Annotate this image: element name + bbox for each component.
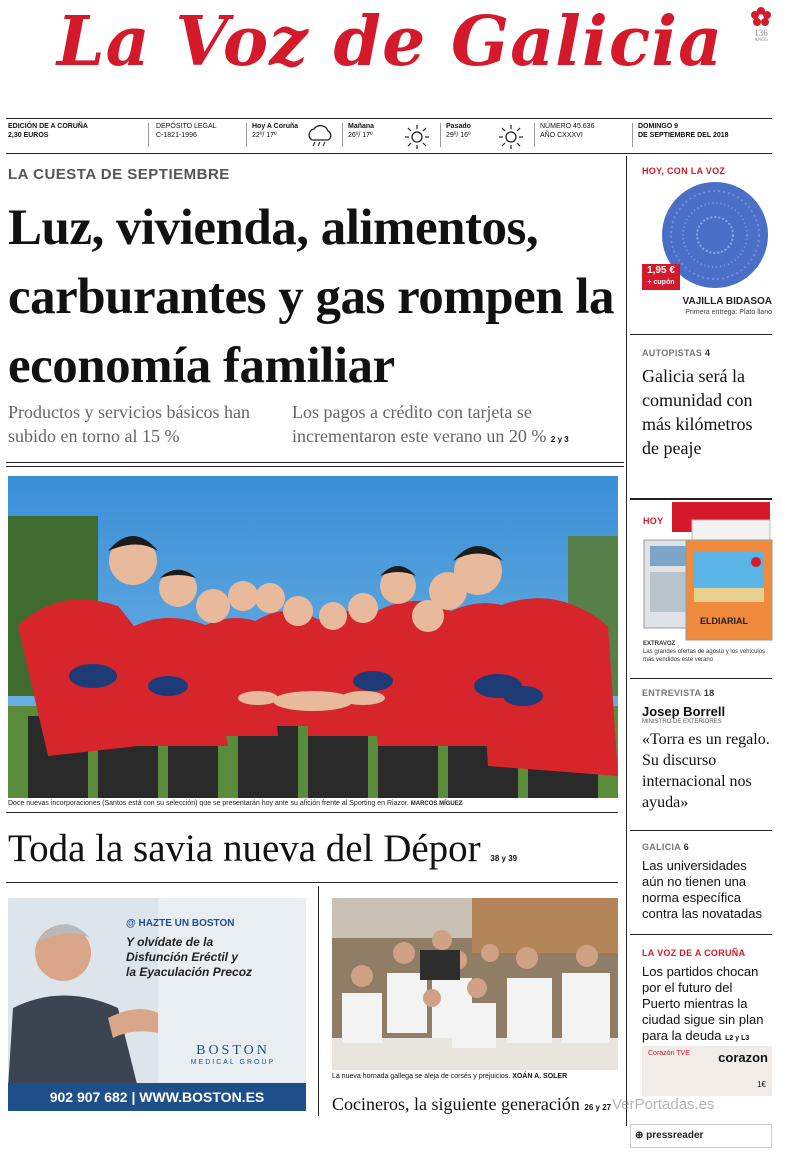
divider [630, 678, 772, 679]
ad-copy [126, 918, 302, 980]
chefs-caption-text: La nueva hornada gallega se aleja de corsés y prejuicios. [332, 1073, 511, 1080]
story-text: Galicia será la comunidad con más kilómetros de peaje [642, 366, 753, 458]
photo-caption-text: Doce nuevas incorporaciones (Santos está con su selección) que se presentarán hoy ante su afición frente al Sporting en Riazor. [8, 800, 409, 807]
divider [630, 498, 772, 500]
story-kicker: LA VOZ DE A CORUÑA [642, 948, 746, 958]
weather-tomorrow-label: Mañana [348, 123, 375, 130]
edition-label: EDICIÓN DE A CORUÑA [8, 123, 88, 130]
sun-icon [498, 124, 524, 150]
ad-brand-block [168, 1043, 298, 1066]
anniversary-number: 136 [754, 28, 768, 38]
lead-kicker: LA CUESTA DE SEPTIEMBRE [8, 166, 230, 183]
promo-price-badge [642, 264, 680, 290]
lead-deck-right [292, 400, 622, 452]
corazon-price: 1€ [757, 1080, 766, 1089]
sidebar-story-autopistas[interactable] [630, 348, 772, 460]
legal-label: DEPÓSITO LEGAL [156, 123, 217, 130]
lead-headline[interactable]: Luz, vivienda, alimentos, carburantes y gas rompen la economía familiar [8, 200, 615, 394]
column-divider [626, 156, 627, 1126]
weather-today-label: Hoy A Coruña [252, 123, 299, 130]
corazon-logo: corazon [718, 1050, 768, 1065]
second-headline-text: Toda la savia nueva del Dépor [8, 827, 481, 870]
anniversary-badge [744, 6, 778, 43]
ad-tag: HAZTE UN BOSTON [138, 918, 235, 929]
story-text: Los partidos chocan por el futuro del Puerto mientras la ciudad sigue sin plan para la deuda [642, 964, 764, 1043]
story-kicker: ENTREVISTA [642, 688, 702, 698]
legal-number: C-1821-1996 [156, 132, 197, 139]
page-ref: 2 y 3 [550, 435, 569, 444]
corazon-label: Corazón TVE [648, 1050, 690, 1057]
sun-icon [404, 124, 430, 150]
divider [318, 886, 319, 1116]
promo-kicker: HOY, CON LA VOZ [642, 166, 726, 176]
promo-sub: Primera entrega: Plato llano [685, 309, 772, 316]
second-headline[interactable] [8, 826, 517, 871]
ad-line-2: Disfunción Eréctil y [126, 950, 239, 964]
ad-line-1: Y olvídate de la [126, 935, 214, 949]
weather-today-temps: 22º/ 17º [252, 132, 277, 139]
masthead [0, 0, 800, 116]
sidebar-story-coruna[interactable] [630, 948, 772, 1047]
interview-role: MINISTRO DE EXTERIORES [642, 719, 722, 725]
divider [630, 334, 772, 335]
newspaper-title: La Voz de Galicia [56, 2, 724, 82]
lead-deck-right-text: Los pagos a crédito con tarjeta se incrementaron este verano un 20 % [292, 402, 547, 446]
page-ref: L2 y L3 [725, 1035, 750, 1042]
team-photo-image [8, 476, 618, 798]
page-ref: 26 y 27 [584, 1103, 612, 1112]
story-text: Las universidades aún no tienen una norma específica contra las novatadas [642, 858, 762, 921]
interview-quote: «Torra es un regalo. Su discurso internacional nos ayuda» [642, 731, 770, 811]
issue-year: AÑO CXXXVI [540, 132, 583, 139]
team-photo[interactable] [8, 476, 618, 798]
promo-price: 1,95 € [647, 265, 675, 276]
story-kicker: AUTOPISTAS [642, 348, 703, 358]
weather-tomorrow-temps: 26º/ 17º [348, 132, 373, 139]
page-ref: 18 [703, 688, 715, 698]
chefs-caption [332, 1073, 622, 1080]
ad-brand: BOSTON [196, 1043, 270, 1058]
weather-after-label: Pasado [446, 123, 471, 130]
story-kicker: GALICIA [642, 842, 681, 852]
ad-footer[interactable]: 902 907 682 | WWW.BOSTON.ES [8, 1083, 306, 1111]
page-ref: 4 [705, 348, 711, 358]
pressreader-icon: ⊕ [635, 1130, 647, 1141]
issue-number: NÚMERO 45.636 [540, 123, 595, 130]
photo-caption [8, 800, 618, 807]
divider [6, 882, 618, 883]
sidebar-story-entrevista[interactable] [630, 688, 772, 813]
chefs-photo[interactable] [332, 898, 618, 1070]
sidebar-story-galicia[interactable] [630, 842, 772, 922]
magazine-title: ELDIARIAL [700, 616, 748, 626]
at-icon: @ [126, 918, 139, 929]
page-ref: 6 [683, 842, 689, 852]
ad-line-3: la Eyaculación Precoz [126, 965, 253, 979]
lead-deck-left: Productos y servicios básicos han subido en torno al 15 % [8, 402, 250, 446]
price-label: 2,30 EUROS [8, 132, 49, 139]
corazon-promo[interactable] [642, 1046, 772, 1096]
advertisement[interactable] [8, 898, 306, 1111]
sidebar-promo[interactable] [630, 166, 772, 176]
watermark: VerPortadas.es [612, 1096, 715, 1113]
photo-credit: MARCOS MÍGUEZ [410, 801, 463, 807]
date-month-year: DE SEPTIEMBRE DEL 2018 [638, 132, 729, 139]
pressreader-bar[interactable] [630, 1124, 772, 1148]
extravoz-text: Las grandes ofertas de agosto y los vehículos más vendidos este verano [643, 649, 766, 663]
anniversary-label: ANOS [754, 38, 768, 43]
pressreader-logo: ⊕ pressreader [635, 1130, 704, 1141]
divider [630, 830, 772, 831]
divider [630, 934, 772, 935]
divider [6, 462, 624, 463]
chefs-credit: XOÁN A. SOLER [512, 1073, 568, 1080]
extravoz-label: EXTRAVOZ [643, 641, 676, 647]
date-day: DOMINGO 9 [638, 123, 679, 130]
divider [6, 812, 618, 813]
extravoz-block [643, 640, 771, 664]
flower-icon [750, 6, 772, 28]
page-ref: 38 y 39 [490, 854, 518, 863]
promo-title: VAJILLA BIDASOA [682, 296, 772, 307]
info-bar [6, 118, 772, 154]
chefs-headline[interactable] [332, 1094, 611, 1115]
chefs-headline-text: Cocineros, la siguiente generación [332, 1094, 580, 1114]
interview-name: Josep Borrell [642, 704, 726, 719]
chefs-photo-image [332, 898, 618, 1070]
weather-after-temps: 29º/ 16º [446, 132, 471, 139]
divider [6, 466, 624, 467]
cloud-rain-icon [304, 124, 336, 148]
hoy-label: HOY [643, 516, 664, 526]
promo-coupon: + cupón [647, 279, 675, 286]
ad-brand-sub: MEDICAL GROUP [190, 1059, 276, 1066]
